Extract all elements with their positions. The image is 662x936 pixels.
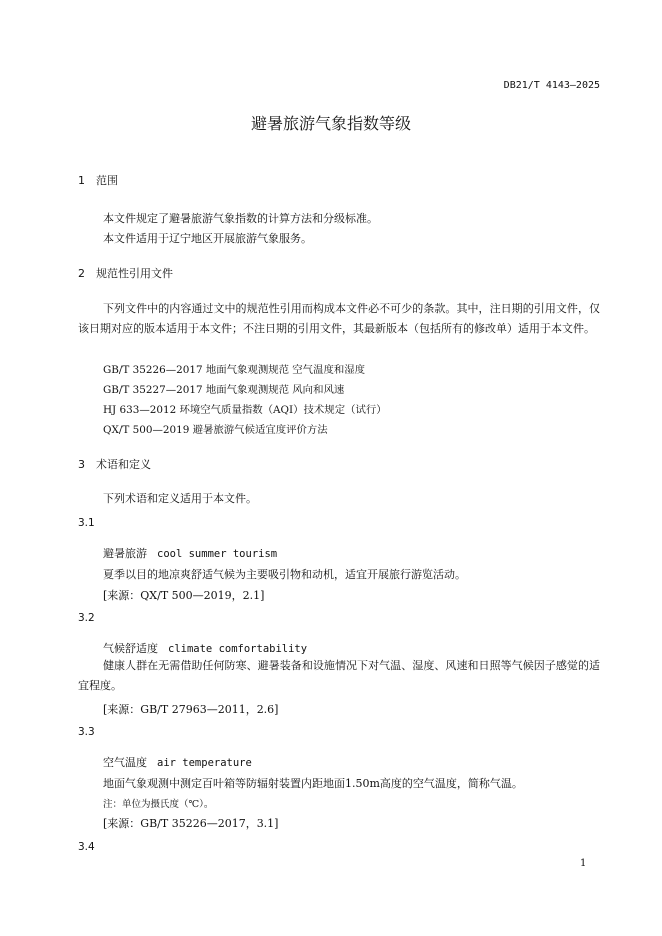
term-en: cool summer tourism: [157, 548, 278, 560]
section-title: 规范性引用文件: [96, 267, 173, 280]
term-definition: 地面气象观测中测定百叶箱等防辐射装置内距地面1.50m高度的空气温度，简称气温。: [103, 777, 523, 790]
document-code: DB21/T 4143—2025: [503, 80, 600, 91]
term-number: 3.4: [78, 841, 95, 853]
term-number: 3.1: [78, 517, 95, 529]
reference-item: HJ 633—2012 环境空气质量指数（AQI）技术规定（试行）: [103, 404, 387, 416]
section-number: 2: [78, 267, 85, 280]
term-source: [来源：GB/T 35226—2017，3.1]: [103, 817, 279, 830]
paragraph: 本文件适用于辽宁地区开展旅游气象服务。: [103, 232, 312, 245]
term-note: 注：单位为摄氏度（℃）。: [103, 799, 214, 810]
paragraph: 下列文件中的内容通过文中的规范性引用而构成本文件必不可少的条款。其中，注日期的引用文件，仅该日期对应的版本适用于本文件；不注日期的引用文件，其最新版本（包括所有的修改单）适用于本文件。: [78, 302, 600, 335]
term-en: climate comfortability: [168, 643, 308, 655]
term-entry: [103, 545, 277, 561]
section-heading-2: [78, 265, 173, 281]
reference-item: QX/T 500—2019 避暑旅游气候适宜度评价方法: [103, 424, 328, 436]
term-en: air temperature: [157, 757, 252, 769]
section-title: 范围: [96, 174, 118, 187]
term-definition: 健康人群在无需借助任何防寒、避暑装备和设施情况下对气温、湿度、风速和日照等气候因子感觉的适宜程度。: [78, 659, 600, 692]
term-source: [来源：GB/T 27963—2011，2.6]: [103, 703, 279, 716]
term-definition: 夏季以目的地凉爽舒适气候为主要吸引物和动机，适宜开展旅行游览活动。: [103, 568, 466, 581]
term-number: 3.3: [78, 726, 95, 738]
page-number: 1: [580, 858, 587, 869]
document-title: 避暑旅游气象指数等级: [250, 114, 411, 133]
section-number: 1: [78, 174, 85, 187]
term-source: [来源：QX/T 500—2019，2.1]: [103, 589, 265, 602]
reference-item: GB/T 35227—2017 地面气象观测规范 风向和风速: [103, 384, 345, 396]
section-number: 3: [78, 458, 85, 471]
term-zh: 避暑旅游: [103, 547, 147, 560]
paragraph: 下列术语和定义适用于本文件。: [103, 492, 257, 505]
term-entry: [103, 754, 252, 770]
term-zh: 气候舒适度: [103, 642, 158, 655]
term-zh: 空气温度: [103, 756, 147, 769]
term-number: 3.2: [78, 612, 95, 624]
term-entry: [103, 640, 307, 656]
section-heading-3: [78, 456, 151, 472]
section-title: 术语和定义: [96, 458, 151, 471]
reference-item: GB/T 35226—2017 地面气象观测规范 空气温度和湿度: [103, 364, 366, 376]
paragraph: 本文件规定了避暑旅游气象指数的计算方法和分级标准。: [103, 212, 378, 225]
section-heading-1: [78, 172, 118, 188]
